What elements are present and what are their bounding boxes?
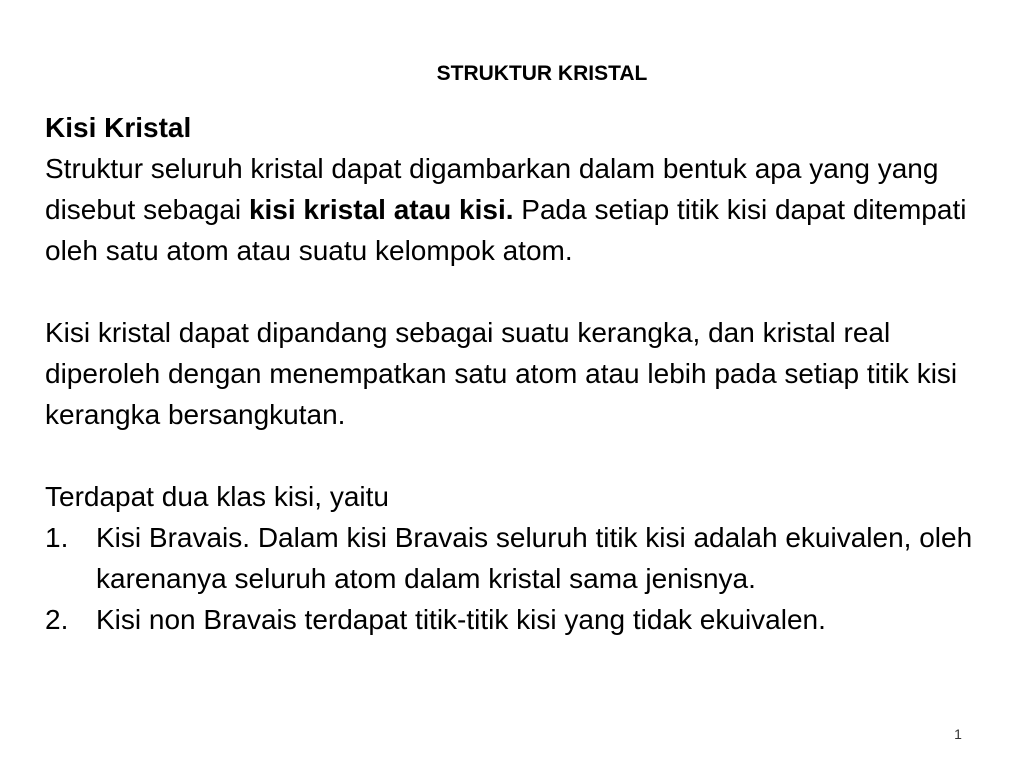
lattice-class-list <box>45 517 985 640</box>
paragraph-lattice-framework: Kisi kristal dapat dipandang sebagai suatu kerangka, dan kristal real diperoleh dengan menempatkan satu atom atau lebih pada setiap titik kisi kerangka bersangkutan. <box>45 317 958 430</box>
slide-title: STRUKTUR KRISTAL <box>436 62 648 85</box>
spacer <box>45 435 985 476</box>
list-item-text: Kisi non Bravais terdapat titik-titik kisi yang tidak ekuivalen. <box>96 604 826 635</box>
slide-body <box>45 107 985 640</box>
page-number: 1 <box>954 726 962 742</box>
list-item <box>45 517 985 599</box>
paragraph-text: Pada setiap titik kisi dapat ditempati oleh satu atom atau suatu kelompok atom. <box>45 194 967 266</box>
paragraph-text: Struktur seluruh kristal dapat digambarkan dalam bentuk apa yang yang disebut sebagai <box>45 153 939 225</box>
list-item-text: Kisi Bravais. Dalam kisi Bravais seluruh titik kisi adalah ekuivalen, oleh karenanya seluruh atom dalam kristal sama jenisnya. <box>96 522 973 594</box>
list-item-number: 2. <box>45 604 69 635</box>
list-intro: Terdapat dua klas kisi, yaitu <box>45 481 389 512</box>
list-item-number: 1. <box>45 522 69 553</box>
spacer <box>45 271 985 312</box>
paragraph-lattice-definition <box>45 148 985 271</box>
emphasized-term: kisi kristal atau kisi. <box>248 194 514 225</box>
list-item <box>45 599 985 640</box>
section-heading: Kisi Kristal <box>45 112 192 143</box>
